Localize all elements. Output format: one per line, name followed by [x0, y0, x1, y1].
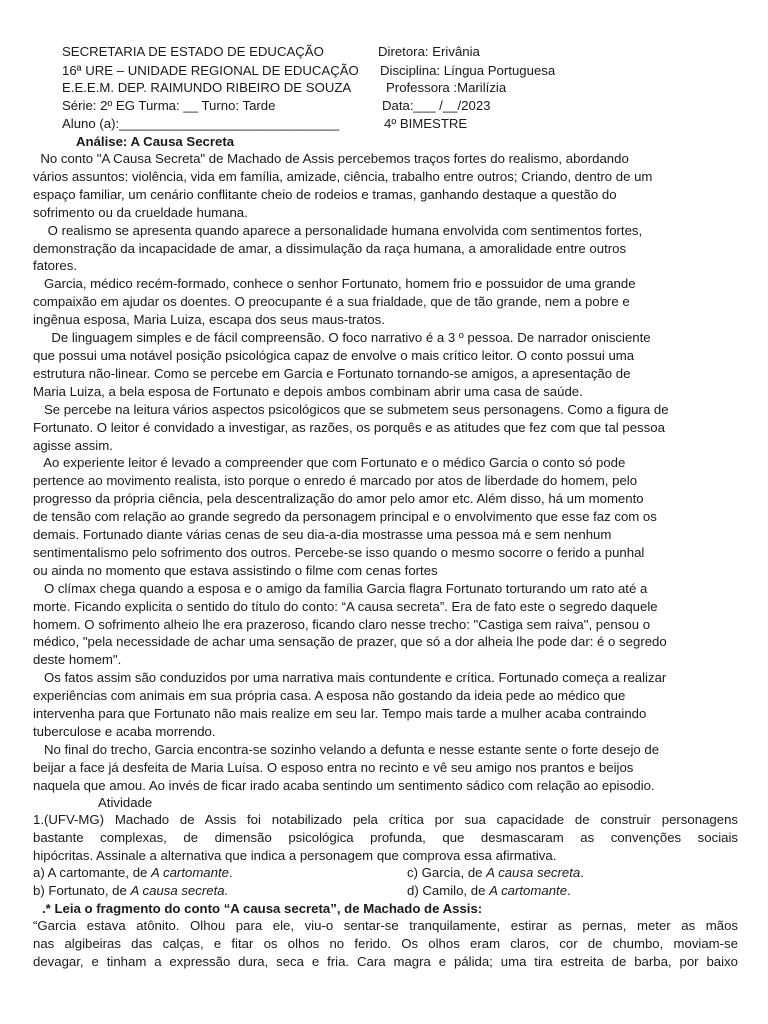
option-c[interactable]: c) Garcia, de A causa secreta.: [407, 865, 584, 880]
analysis-paragraph: [33, 669, 738, 741]
analysis-paragraph: [33, 741, 738, 795]
paragraph-line: tuberculose e acaba morrendo.: [33, 724, 216, 739]
analysis-paragraph: [33, 454, 738, 579]
paragraph-line: homem. O sofrimento alheio lhe era prazeroso, ficando claro nesse trecho: "Castiga sem raiva", pensou o: [33, 616, 651, 632]
question-line: hipócritas. Assinale a alternativa que indica a personagem que comprova essa afirmativa.: [33, 847, 557, 863]
paragraph-line: ou ainda no momento que estava assistindo o filme com cenas fortes: [33, 562, 438, 578]
paragraph-line: Maria Luiza, a bela esposa de Fortunato e depois ambos combinam abrir uma casa de saúde.: [33, 383, 583, 399]
fragment-line: devagar, e tinham a expressão dura, seca e fria. Cara magra e pálida; uma tira estreita de barba, por baixo: [33, 953, 738, 969]
paragraph-line: de tensão com relação ao grande segredo da personagem principal e o envolvimento que esse faz com os: [33, 509, 657, 525]
header-disciplina: Disciplina: Língua Portuguesa: [380, 63, 556, 78]
paragraph-line: beijar a face já desfeita de Maria Luísa. O esposo entra no recinto e vê seu amigo nos prantos e beijos: [33, 759, 634, 775]
analysis-paragraph: [33, 222, 738, 276]
paragraph-line: Se percebe na leitura vários aspectos psicológicos que se submetem seus personagens. Como a figura de: [33, 401, 669, 417]
paragraph-line: De linguagem simples e de fácil compreensão. O foco narrativo é a 3 º pessoa. De narrador onisciente: [33, 330, 651, 346]
fragment-text: [33, 917, 738, 971]
fragment-line: nas algibeiras das calças, e fitar os olhos no ferido. Os olhos eram claros, cor de chumbo, moviam-se: [33, 935, 738, 951]
fragment-line: “Garcia estava atônito. Olhou para ele, viu-o sentar-se tranquilamente, estirar as pernas, meter as mãos: [33, 918, 738, 933]
paragraph-line: No final do trecho, Garcia encontra-se sozinho velando a defunta e nesse estante sente o forte desejo de: [33, 741, 660, 757]
paragraph-line: médico, "pela necessidade de achar uma sensação de prazer, que só a dor alheia lhe pode dar: é o segredo: [33, 634, 667, 650]
header-diretora: Diretora: Erivânia: [378, 44, 480, 59]
option-a[interactable]: a) A cartomante, de A cartomante.: [33, 865, 233, 880]
header-ure: 16ª URE – UNIDADE REGIONAL DE EDUCAÇÃO: [62, 63, 359, 78]
analysis-paragraph: [33, 401, 738, 455]
option-d[interactable]: d) Camilo, de A cartomante.: [407, 882, 571, 898]
paragraph-line: agisse assim.: [33, 437, 113, 453]
paragraph-line: progresso da própria ciência, pela descentralização do amor pelo amor etc. Além disso, há um momento: [33, 491, 644, 507]
question-1: [33, 811, 738, 865]
paragraph-line: demonstração da incapacidade de amar, a dissimulação da raça humana, a amoralidade entre outros: [33, 240, 627, 256]
analysis-body: [33, 150, 738, 795]
question-line: bastante complexas, de dimensão psicológica profunda, que desmascaram as convenções sociais: [33, 829, 738, 845]
analysis-paragraph: [33, 580, 738, 670]
paragraph-line: O clímax chega quando a esposa e o amigo da família Garcia flagra Fortunato torturando um rato até a: [33, 580, 648, 596]
question-options: [33, 864, 738, 900]
paragraph-line: Os fatos assim são conduzidos por uma narrativa mais contundente e crítica. Fortunado começa a realizar: [33, 670, 667, 686]
paragraph-line: morte. Ficando explicita o sentido do título do conto: “A causa secreta”. Era de fato este o segredo daquele: [33, 598, 658, 614]
header-data: Data:___ /__/2023: [382, 98, 491, 113]
paragraph-line: espaço familiar, um cenário conflitante cheio de rodeios e tramas, ganhando destaque a questão do: [33, 186, 617, 202]
paragraph-line: sentimentalismo pelo sofrimento dos outros. Percebe-se isso quando o mesmo socorre o ferido a punhal: [33, 544, 645, 560]
paragraph-line: O realismo se apresenta quando aparece a personalidade humana envolvida com sentimentos fortes,: [33, 222, 643, 238]
header-aluno: Aluno (a):______________________________: [62, 116, 340, 131]
header-secretaria: SECRETARIA DE ESTADO DE EDUCAÇÃO: [62, 44, 324, 59]
analysis-title: Análise: A Causa Secreta: [76, 134, 235, 149]
header-professora: Professora :Marilízia: [386, 80, 507, 95]
paragraph-line: Fortunato. O leitor é convidado a investigar, as razões, os porquês e as atitudes que fez com que tal pessoa: [33, 419, 665, 435]
analysis-paragraph: [33, 150, 738, 222]
paragraph-line: fatores.: [33, 258, 77, 274]
paragraph-line: pertence ao movimento realista, isto porque o enredo é marcado por atos de liberdade do homem, pelo: [33, 473, 638, 489]
paragraph-line: experiências com animais em sua própria casa. A esposa não gostando da ideia pede ao médico que: [33, 688, 626, 704]
header-escola: E.E.E.M. DEP. RAIMUNDO RIBEIRO DE SOUZA: [62, 80, 352, 95]
paragraph-line: compaixão em ajudar os doentes. O preocupante é a sua frialdade, que de tão grande, nem a pobre e: [33, 294, 630, 310]
question-line: 1.(UFV-MG) Machado de Assis foi notabilizado pela crítica por sua capacidade de construir personagens: [33, 812, 738, 827]
paragraph-line: naquela que amou. Ao invés de ficar irado acaba sentindo um sentimento sádico com relação ao episodio.: [33, 777, 655, 793]
paragraph-line: sofrimento ou da crueldade humana.: [33, 204, 248, 220]
paragraph-line: intervenha para que Fortunato não mais realize em seu lar. Tempo mais tarde a mulher acaba contraindo: [33, 706, 647, 722]
paragraph-line: deste homem".: [33, 652, 122, 668]
paragraph-line: Ao experiente leitor é levado a compreender que com Fortunato e o médico Garcia o conto só pode: [33, 455, 626, 471]
analysis-paragraph: [33, 329, 738, 401]
activity-title: Atividade: [98, 795, 153, 810]
option-b[interactable]: b) Fortunato, de A causa secreta.: [33, 882, 229, 898]
paragraph-line: demais. Fortunado diante várias cenas de seu dia-a-dia mostrasse uma pessoa má e sem nenhum: [33, 527, 612, 543]
paragraph-line: Garcia, médico recém-formado, conhece o senhor Fortunato, homem frio e possuidor de uma grande: [33, 276, 636, 292]
paragraph-line: que possui uma notável posição psicológica capaz de envolve o mais crítico leitor. O conto possui uma: [33, 347, 635, 363]
paragraph-line: estrutura não-linear. Como se percebe em Garcia e Fortunato tornando-se amigos, a apresentação de: [33, 365, 631, 381]
paragraph-line: No conto "A Causa Secreta" de Machado de Assis percebemos traços fortes do realismo, abordando: [33, 151, 629, 166]
analysis-paragraph: [33, 275, 738, 329]
paragraph-line: ingênua esposa, Maria Luiza, escapa dos seus maus-tratos.: [33, 312, 385, 328]
header-bimestre: 4º BIMESTRE: [384, 116, 468, 131]
fragment-title: .* Leia o fragmento do conto “A causa secreta”, de Machado de Assis:: [42, 901, 483, 916]
paragraph-line: vários assuntos: violência, vida em família, amizade, ciência, trabalho entre outros; Criando, dentro de um: [33, 168, 653, 184]
header-serie: Série: 2º EG Turma: __ Turno: Tarde: [62, 98, 276, 113]
